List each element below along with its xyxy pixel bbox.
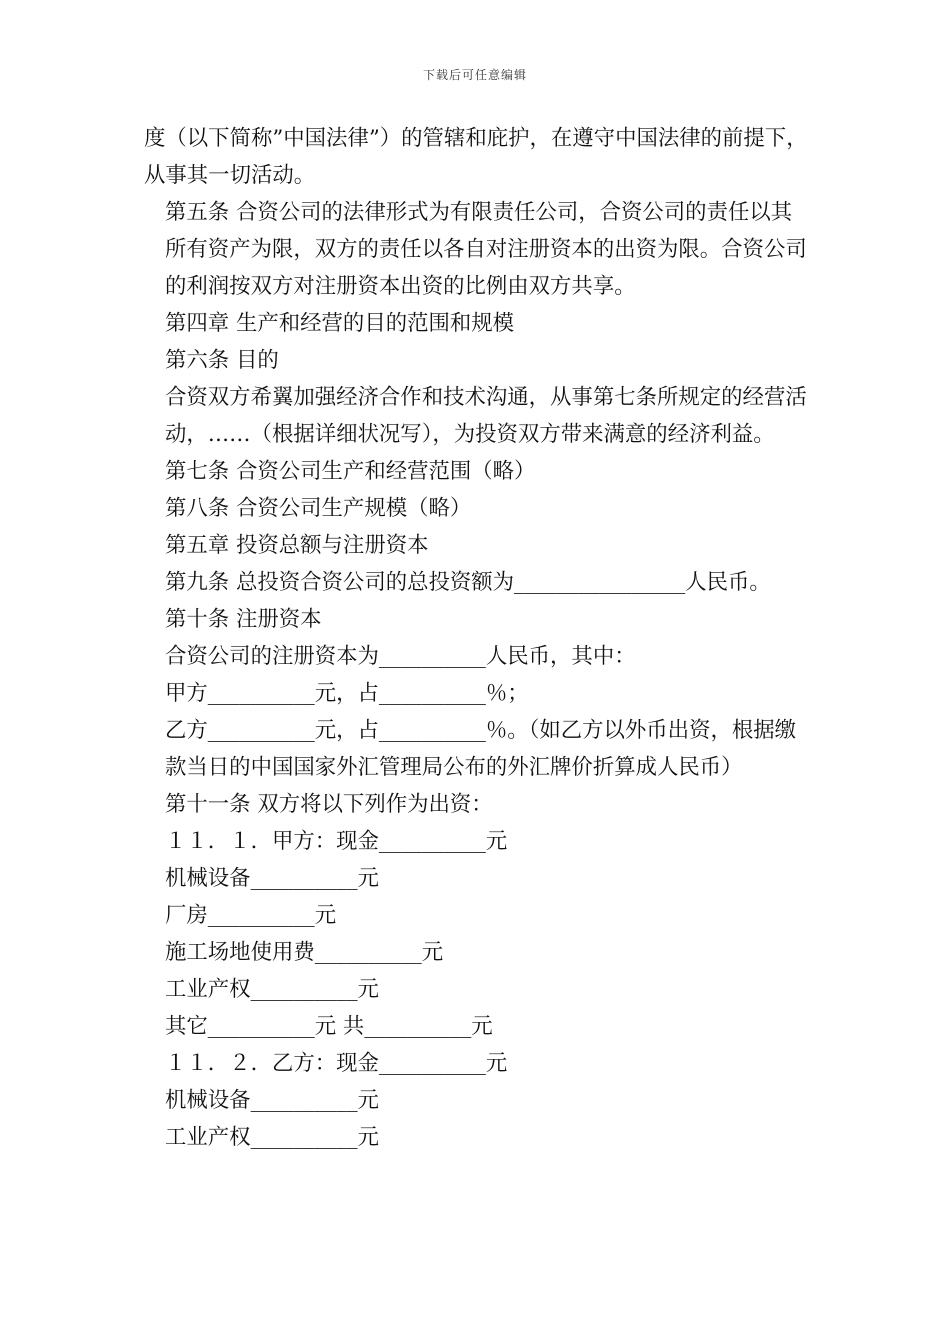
chapter-heading: 第五章 投资总额与注册资本 [165, 533, 429, 558]
paragraph: 第五条 合资公司的法律形式为有限责任公司，合资公司的责任以其所有资产为限，双方的责任以各自对注册资本的出资为限。合资公司的利润按双方对注册资本出资的比例由双方共享。 [165, 200, 807, 299]
list-item: 机械设备__________元 [165, 866, 379, 891]
paragraph: 合资双方希翼加强经济合作和技术沟通，从事第七条所规定的经营活动，……（根据详细状况写），为投资双方带来满意的经济利益。 [165, 385, 807, 447]
article-heading: 第八条 合资公司生产规模（略） [165, 496, 472, 521]
paragraph: 乙方__________元，占__________％。（如乙方以外币出资，根据缴款当日的中国国家外汇管理局公布的外汇牌价折算成人民币） [165, 718, 797, 780]
paragraph: 度（以下简称”中国法律”）的管辖和庇护，在遵守中国法律的前提下，从事其一切活动。 [144, 126, 808, 188]
document-body [144, 120, 809, 1156]
article-heading: 第十一条 双方将以下列作为出资： [165, 792, 493, 817]
article-heading: 第六条 目的 [165, 348, 279, 373]
list-item: １１．２．乙方：现金__________元 [165, 1051, 508, 1076]
list-item: 工业产权__________元 [165, 977, 379, 1002]
list-item: 厂房__________元 [165, 903, 337, 928]
paragraph: 合资公司的注册资本为__________人民币，其中： [165, 644, 636, 669]
article-heading: 第十条 注册资本 [165, 607, 322, 632]
paragraph: 甲方__________元，占__________％； [165, 681, 529, 706]
list-item: 施工场地使用费__________元 [165, 940, 444, 965]
list-item: 机械设备__________元 [165, 1088, 379, 1113]
paragraph: 第九条 总投资合资公司的总投资额为________________人民币。 [165, 570, 771, 595]
article-heading: 第七条 合资公司生产和经营范围（略） [165, 459, 536, 484]
list-item: 其它__________元 共__________元 [165, 1014, 493, 1039]
page-header: 下载后可任意编辑 [422, 68, 527, 82]
list-item: 工业产权__________元 [165, 1125, 379, 1150]
list-item: １１．１．甲方：现金__________元 [165, 829, 508, 854]
chapter-heading: 第四章 生产和经营的目的范围和规模 [165, 311, 515, 336]
